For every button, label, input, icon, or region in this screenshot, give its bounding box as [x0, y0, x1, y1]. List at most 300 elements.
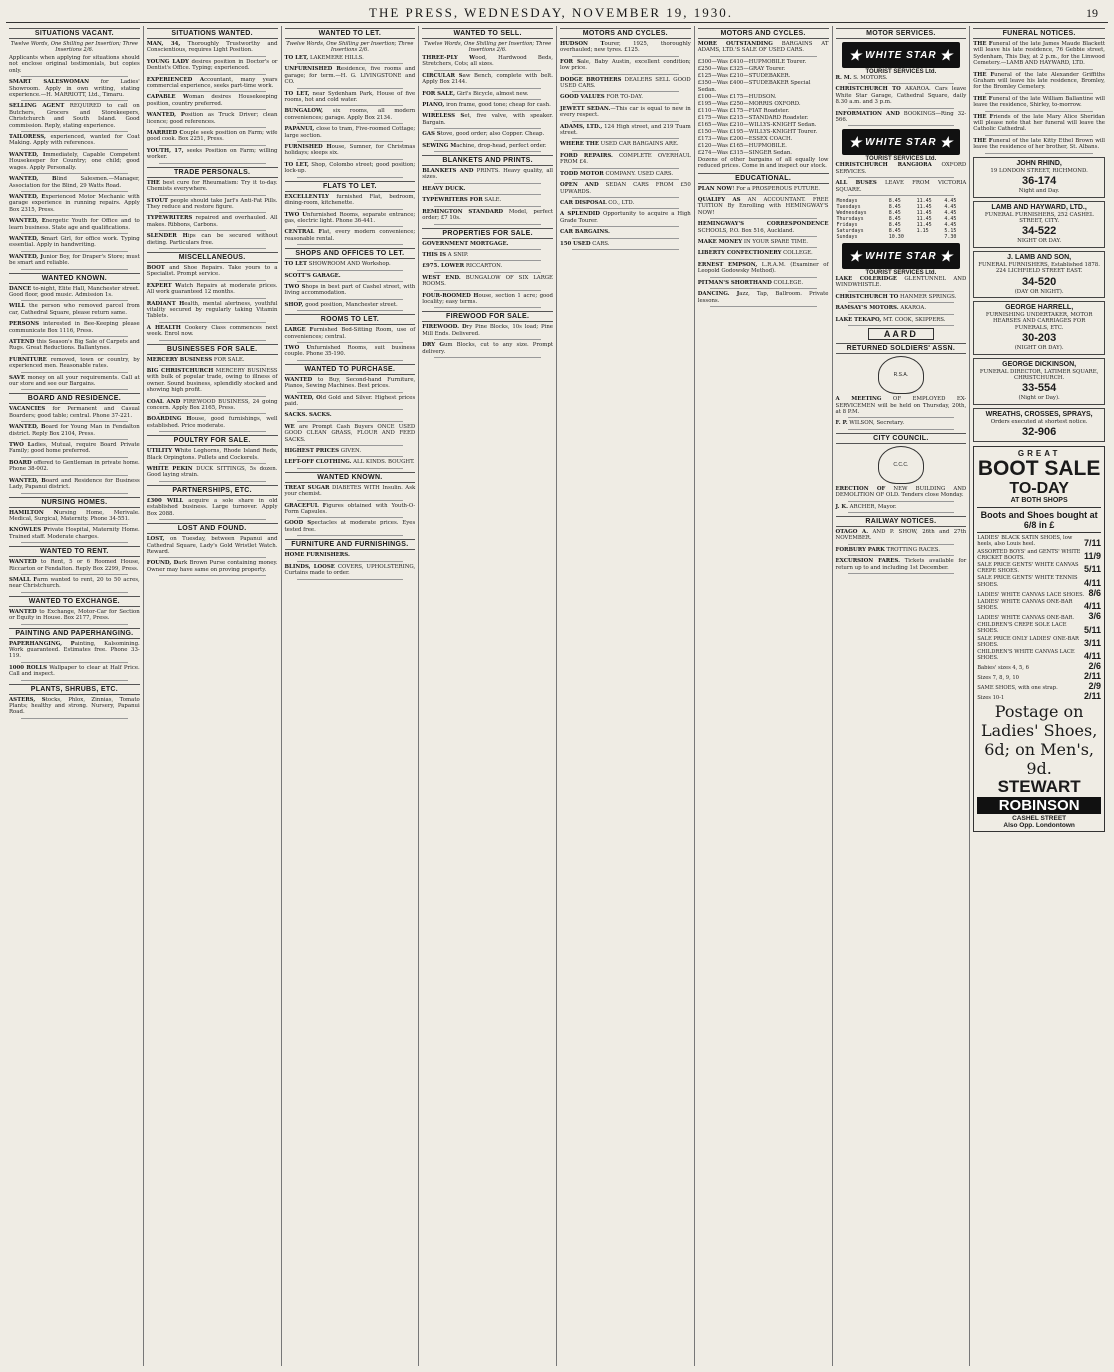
- timetable-cell: 7.30: [944, 234, 957, 241]
- ad-separator: [159, 195, 266, 196]
- ad-keyword: HIGHEST PRICES: [284, 448, 340, 455]
- firm-note: (Night or Day).: [1018, 395, 1060, 402]
- item-description: SAME SHOES, with one strap.: [977, 685, 1058, 692]
- ad-keyword: J. K.: [835, 503, 848, 510]
- classified-ad: DANCING. Jazz, Tap, Ballroom. Private lessons.: [697, 291, 829, 304]
- ad-separator: [21, 318, 128, 319]
- ad-keyword: BUNGALOW,: [284, 108, 333, 115]
- ad-separator: [159, 557, 266, 558]
- firm-address: 19 LONDON STREET, RICHMOND.: [990, 167, 1088, 174]
- section-heading: WANTED TO SELL.: [422, 28, 553, 39]
- firm-address: Orders executed at shortest notice.: [990, 418, 1088, 425]
- classified-ad: SLENDER Hips can be secured without dieting. Particulars free.: [146, 233, 278, 246]
- car-price-line: £350—Was £400—STUDEBAKER Special Sedan.: [697, 79, 811, 93]
- classified-ad: WANTED, Smart Girl, for office work. Typing essential. Apply in handwriting.: [9, 235, 140, 249]
- classified-ad: TYPEWRITERS repaired and overhauled. All makes. Ribbons, Carbons.: [146, 215, 278, 228]
- ad-keyword: WANTED, J: [9, 253, 43, 260]
- ad-keyword: FOUND, D: [146, 560, 179, 567]
- classified-ad: A HEALTH Cookery Class commences next week. Enrol now.: [146, 324, 278, 338]
- section-heading: MISCELLANEOUS.: [147, 252, 278, 263]
- ad-keyword: WANTED, O: [284, 394, 321, 401]
- ad-keyword: LAKE TEKAPO,: [835, 316, 882, 323]
- ad-keyword: ERNEST EMPSON,: [697, 261, 758, 268]
- ad-separator: [159, 463, 266, 464]
- classified-ad: WILL the person who removed parcel from car, Cathedral Square, please return same.: [9, 303, 140, 316]
- ad-separator: [848, 83, 955, 84]
- classified-section: [285, 364, 416, 469]
- ad-keyword: KNOWLES P: [9, 527, 48, 534]
- star-icon: ★: [939, 133, 954, 150]
- ad-separator: [159, 431, 266, 432]
- ad-separator: [21, 662, 128, 663]
- classified-section: [973, 28, 1105, 832]
- classified-ad: WHERE THE USED CAR BARGAINS ARE.: [560, 141, 679, 148]
- ad-keyword: TAILORESS,: [9, 134, 51, 141]
- ad-keyword: CAR BARGAINS.: [560, 229, 610, 236]
- star-icon: ★: [939, 46, 954, 63]
- ad-keyword: GOOD S: [284, 520, 312, 527]
- ad-keyword: CHRISTCHURCH TO: [835, 293, 899, 300]
- classified-ad: [422, 186, 553, 192]
- ad-keyword: F. P.: [835, 420, 848, 427]
- ad-keyword: WANTED: [284, 376, 318, 383]
- classified-section: [9, 596, 140, 625]
- classified-section: [147, 485, 278, 520]
- logo-text: WHITE STAR: [865, 250, 937, 262]
- ad-keyword: BOOT: [146, 264, 170, 271]
- column-5: [557, 26, 695, 1366]
- ad-keyword: THE F: [973, 71, 995, 78]
- ad-separator: [848, 108, 955, 109]
- classified-ad: WHITE PEKIN DUCK SITTINGS, 5s dozen. Good laying strain.: [146, 466, 278, 479]
- classified-ad: THE Friends of the late Mary Alice Sheridan will please note that her funeral will leave the Catholic Cathedral.: [973, 113, 1105, 133]
- ad-keyword: A SPLENDID: [560, 211, 600, 218]
- ad-separator: [848, 125, 955, 126]
- crest-emblem: C.C.C.: [878, 446, 924, 484]
- white-star-logo: [842, 243, 960, 269]
- classified-section: [422, 28, 553, 152]
- ad-keyword: SHOP,: [284, 301, 306, 308]
- logo-text: WHITE STAR: [865, 136, 937, 148]
- classified-ad: TODD MOTOR COMPANY. USED CARS.: [560, 170, 674, 177]
- ad-separator: [21, 131, 128, 132]
- classified-ad: HAMILTON Nursing Home, Merivale. Medical, Surgical, Maternity. Phone 34-551.: [9, 509, 140, 522]
- ad-keyword: RADIANT H: [146, 300, 185, 307]
- ad-separator: [572, 249, 679, 250]
- ad-keyword: JEWETT SEDAN.: [560, 105, 611, 112]
- funeral-firm-ad: [973, 157, 1105, 198]
- ad-keyword: HEAVY DUCK.: [422, 185, 466, 192]
- page-number: 19: [1086, 5, 1098, 20]
- classified-ad: CHRISTCHURCH TO HANMER SPRINGS.: [835, 293, 957, 300]
- ad-keyword: DRY G: [422, 342, 444, 349]
- timetable-cell: 4.45: [944, 198, 957, 205]
- ad-keyword: HAMILTON N: [9, 509, 59, 516]
- ad-separator: [159, 365, 266, 366]
- rate-notice: Twelve Words, One Shilling per Insertion; Three Insertions 2/6.: [423, 41, 552, 53]
- classified-ad: INFORMATION AND BOOKINGS—Ring 32-566.: [835, 110, 967, 124]
- timetable-cell: 8.45: [888, 204, 901, 211]
- price-row: [977, 672, 1101, 681]
- classified-section: [9, 393, 140, 493]
- car-price-line: £300—Was £410—HUPMOBILE Tourer.: [697, 58, 807, 65]
- ad-keyword: A MEETING: [835, 396, 882, 403]
- price-row: [977, 692, 1101, 701]
- classified-section: [9, 28, 140, 270]
- ad-separator: [21, 149, 128, 150]
- item-price: 4/11: [1083, 577, 1101, 588]
- timetable-cell: 8.45: [888, 222, 901, 229]
- ad-separator: [710, 259, 817, 260]
- classified-ad: DODGE BROTHERS DEALERS SELL GOOD USED CARS.: [560, 76, 691, 90]
- ad-separator: [21, 421, 128, 422]
- section-heading: WANTED TO RENT.: [9, 546, 140, 557]
- classified-ad: STOUT people should take Jarl's Anti-Fat Pills. They reduce and restore figure.: [146, 197, 278, 210]
- classified-ad: WE are Prompt Cash Buyers ONCE USED GOOD CLEAN GRASS, FLOUR AND FEED SACKS.: [284, 423, 416, 443]
- ad-keyword: WANTED, E: [9, 193, 46, 200]
- firm-name: LAMB AND HAYWARD, LTD.,: [991, 203, 1087, 211]
- ad-separator: [21, 574, 128, 575]
- item-description: LADIES' WHITE CANVAS ONE-BAR SHOES.: [977, 598, 1073, 612]
- ad-separator: [434, 183, 541, 184]
- ad-separator: [710, 194, 817, 195]
- classified-ad: EXCURSION FARES. Tickets available for return up to and including 1st December.: [835, 558, 967, 571]
- classified-ad: UTILITY White Leghorns, Rhode Island Reds, Black Orpingtons. Pullets and Cockerels.: [146, 448, 278, 461]
- funeral-firm-ad: [973, 251, 1105, 298]
- star-icon: ★: [848, 133, 863, 150]
- ad-keyword: CHRISTCHURCH TO: [835, 86, 901, 93]
- firm-name: JOHN RHIND,: [1016, 159, 1062, 167]
- section-heading: RETURNED SOLDIERS' ASSN.: [836, 343, 967, 354]
- ad-keyword: ERECTION OF: [835, 485, 886, 492]
- firm-phone: 33-554: [1021, 382, 1057, 395]
- ad-separator: [434, 99, 541, 100]
- section-heading: SHOPS AND OFFICES TO LET.: [285, 248, 416, 259]
- column-3: [282, 26, 420, 1366]
- classified-ad: GOOD VALUES FOR TO-DAY.: [560, 94, 643, 101]
- classified-ad: CHRISTCHURCH TO AKAROA. Cars leave White Star Garage, Cathedral Square, daily 8.30 a.m. and 3 p.m.: [835, 86, 967, 106]
- ad-separator: [297, 310, 404, 311]
- classified-ad: TO LET, Shop, Colombo street; good position; lock-up.: [284, 161, 416, 175]
- section-heading: POULTRY FOR SALE.: [147, 435, 278, 446]
- item-price: 5/11: [1083, 564, 1101, 575]
- classified-ad: LAKE TEKAPO, MT. COOK, SKIPPERS.: [835, 316, 946, 323]
- ad-keyword: RAMSAY'S MOTORS.: [835, 305, 899, 312]
- item-description: CHILDREN'S CREPE SOLE LACE SHOES.: [977, 622, 1067, 635]
- classified-ad: RADIANT Health, mental alertness, youthful vitality secured by regularly taking Vitamin Tablets.: [146, 300, 278, 320]
- classified-ad: YOUTH, 17, seeks Position on Farm; willing worker.: [146, 147, 278, 161]
- item-price: 2/6: [1088, 661, 1101, 672]
- ad-keyword: FORD REPAIRS.: [560, 152, 613, 159]
- ad-separator: [297, 445, 404, 446]
- funeral-firm-ad: [973, 408, 1105, 442]
- firm-note: (NIGHT OR DAY).: [1014, 345, 1064, 352]
- ad-separator: [848, 195, 955, 196]
- classified-ad: LOST, on Tuesday, between Papanui and Cathedral Square, Lady's Gold Wristlet Watch. Reward.: [146, 536, 278, 555]
- ad-separator: [297, 360, 404, 361]
- ad-separator: [21, 475, 128, 476]
- ad-keyword: SCOTT'S GARAGE.: [284, 272, 341, 279]
- ad-keyword: QUALIFY AS: [697, 197, 741, 204]
- classified-ad: PITMAN'S SHORTHAND COLLEGE.: [697, 279, 804, 286]
- ad-keyword: THE F: [973, 95, 993, 102]
- section-heading: WANTED TO EXCHANGE.: [9, 596, 140, 607]
- ad-separator: [21, 233, 128, 234]
- ad-separator: [572, 74, 679, 75]
- price-row: [977, 535, 1101, 547]
- classified-ad: THE Funeral of the late Kitty Ethel Brown will leave the residence of her brother, St. Albans.: [973, 137, 1106, 151]
- ad-keyword: £300 WILL: [146, 497, 184, 504]
- ad-separator: [21, 439, 128, 440]
- ad-keyword: WANTED: [9, 559, 41, 566]
- used-car-price-list: [698, 59, 829, 157]
- classified-ad: DANCE to-night, Elite Hall, Manchester street. Good floor, good music. Admission 1s.: [9, 285, 140, 298]
- section-heading: MOTORS AND CYCLES.: [698, 28, 829, 39]
- ad-separator: [297, 561, 404, 562]
- ad-keyword: MAKE MONEY: [697, 239, 743, 246]
- item-description: SALE PRICE ONLY LADIES' ONE-BAR SHOES.: [977, 635, 1079, 648]
- classified-ad: TREAT SUGAR DIABETES WITH Insulin. Ask your chemist.: [284, 484, 416, 498]
- ad-separator: [159, 413, 266, 414]
- ad-separator: [159, 212, 266, 213]
- ad-keyword: BLANKETS AND: [422, 168, 474, 175]
- classified-section: [836, 129, 967, 240]
- classified-ad: FOUR-ROOMED House, section 1 acre; good locality; easy terms.: [422, 292, 553, 305]
- car-price-line: £150—Was £195—WILLYS-KNIGHT Tourer.: [697, 128, 818, 135]
- ad-separator: [710, 218, 817, 219]
- ad-separator: [297, 421, 404, 422]
- timetable-cell: 4.45: [944, 222, 957, 229]
- boot-sale-title: BOOT SALE: [977, 457, 1101, 481]
- logo-subtitle: TOURIST SERVICES Ltd.: [865, 69, 937, 75]
- ad-separator: [710, 306, 817, 307]
- section-heading: CITY COUNCIL.: [836, 433, 967, 444]
- classified-ad: BOOT and Shoe Repairs. Take yours to a Specialist. Prompt service.: [146, 264, 278, 278]
- ad-separator: [297, 392, 404, 393]
- section-heading: TRADE PERSONALS.: [147, 167, 278, 178]
- ad-keyword: LEFT-OFF CLOTHING.: [284, 459, 352, 466]
- ad-separator: [434, 357, 541, 358]
- classified-ad: SHOP, good position, Manchester street.: [284, 301, 398, 308]
- classified-section: [698, 28, 829, 170]
- section-heading: PAINTING AND PAPERHANGING.: [9, 628, 140, 639]
- column-7: [833, 26, 971, 1366]
- ad-keyword: LIBERTY CONFECTIONERY: [697, 250, 782, 257]
- classified-ad: WANTED, Old Gold and Silver. Highest prices paid.: [284, 394, 416, 407]
- classified-ad: FORBURY PARK TROTTING RACES.: [835, 546, 940, 553]
- classified-ad: [285, 552, 416, 558]
- timetable-cell: Mondays: [836, 198, 858, 205]
- classified-ad: LAKE COLERIDGE GLENTUNNEL AND WINDWHISTLE.: [835, 276, 967, 289]
- classified-ad: £300 WILL acquire a sole share in old established business. Large turnover. Apply Box 2088.: [146, 497, 278, 517]
- ad-keyword: DANCING. J: [697, 291, 740, 298]
- section-heading: FUNERAL NOTICES.: [973, 28, 1105, 39]
- classified-section: [285, 181, 416, 245]
- car-price-line: £110—Was £175—FIAT Roadster.: [697, 107, 790, 114]
- ad-keyword: 150 USED: [560, 240, 591, 247]
- classified-ad: LIBERTY CONFECTIONERY COLLEGE.: [697, 250, 813, 257]
- column-1: [6, 26, 144, 1366]
- classified-ad: LARGE Furnished Bed-Sitting Room, use of conveniences; central.: [284, 327, 416, 340]
- price-row: [977, 589, 1101, 598]
- ad-keyword: EXPERT W: [146, 282, 182, 289]
- ad-separator: [159, 481, 266, 482]
- ad-keyword: THIS IS: [422, 251, 447, 258]
- classified-section: [560, 28, 691, 250]
- classified-ad: THIS IS A SNIP.: [422, 251, 469, 258]
- white-star-logo: [842, 129, 960, 155]
- ad-separator: [297, 123, 404, 124]
- ad-separator: [434, 151, 541, 152]
- price-row: [977, 682, 1101, 691]
- classified-section: [698, 173, 829, 307]
- classified-ad: [560, 229, 691, 235]
- ad-separator: [572, 226, 679, 227]
- ad-keyword: SMALL F: [9, 576, 38, 583]
- classified-section: [836, 516, 967, 574]
- ad-keyword: LAKE COLERIDGE: [835, 276, 898, 283]
- section-heading: PLANTS, SHRUBS, ETC.: [9, 684, 140, 695]
- ad-keyword: SELLING AGENT: [9, 103, 65, 110]
- star-icon: ★: [939, 247, 954, 264]
- classified-ad: GOOD Spectacles at moderate prices. Eyes tested free.: [284, 520, 416, 533]
- ad-separator: [848, 417, 955, 418]
- ad-separator: [159, 575, 266, 576]
- classified-ad: SMALL Farm wanted to rent, 20 to 50 acres, near Christchurch.: [9, 576, 140, 590]
- classified-ad: WANTED, Energetic Youth for Office and to learn business. State age and qualifications.: [9, 218, 140, 231]
- ad-keyword: WEST END.: [422, 274, 461, 281]
- section-heading: RAILWAY NOTICES.: [836, 516, 967, 527]
- ad-separator: [297, 177, 404, 178]
- price-row: [977, 612, 1101, 621]
- ad-keyword: TWO S: [284, 283, 306, 290]
- ad-separator: [572, 138, 679, 139]
- classified-ad: CAR DISPOSAL CO., LTD.: [560, 199, 635, 206]
- price-row: [977, 575, 1101, 587]
- ad-separator: [572, 208, 679, 209]
- ad-separator: [848, 573, 955, 574]
- price-row: [977, 662, 1101, 671]
- timetable-cell: 8.45: [888, 210, 901, 217]
- classified-section: [147, 167, 278, 249]
- timetable-cell: 8.45: [888, 216, 901, 223]
- funeral-firm-ad: [973, 358, 1105, 405]
- classified-section: [285, 248, 416, 311]
- ad-separator: [434, 110, 541, 111]
- ad-keyword: DODGE BROTHERS: [560, 76, 622, 83]
- ad-separator: [21, 251, 128, 252]
- column-8: [970, 26, 1108, 1366]
- classified-ad: TAILORESS, experienced, wanted for Coat Making. Apply with references.: [9, 134, 140, 147]
- item-description: LADIES' BLACK SATIN SHOES, low heels, also Louis heel.: [977, 535, 1073, 548]
- classified-ad: MERCERY BUSINESS FOR SALE.: [146, 356, 245, 363]
- ad-keyword: FOR SALE,: [422, 90, 455, 97]
- car-price-line: £173—Was £200—ESSEX COACH.: [697, 135, 793, 142]
- item-price: 7/11: [1083, 537, 1101, 548]
- ad-separator: [572, 168, 679, 169]
- timetable-cell: 11.45: [916, 210, 932, 217]
- ad-separator: [21, 524, 128, 525]
- item-price: 3/6: [1088, 611, 1101, 622]
- section-heading: SITUATIONS WANTED.: [147, 28, 278, 39]
- firm-address: FUNERAL DIRECTOR, LATIMER SQUARE, CHRISTCHURCH.: [979, 368, 1099, 381]
- ad-keyword: GOOD VALUES: [560, 94, 605, 101]
- classified-ad: WIRELESS Set, five valve, with speaker. Bargain.: [422, 113, 553, 126]
- classified-ad: TO LET, LAKEMERE HILLS.: [284, 55, 364, 61]
- classified-section: [147, 28, 278, 164]
- ad-separator: [710, 247, 817, 248]
- star-icon: ★: [848, 247, 863, 264]
- ad-separator: [848, 291, 955, 292]
- classified-ad: FIREWOOD. Dry Pine Blocks, 10s load; Pine Mill Ends. Delivered.: [422, 324, 553, 337]
- classified-section: [285, 472, 416, 536]
- classified-section: [285, 28, 416, 178]
- section-heading: BUSINESSES FOR SALE.: [147, 344, 278, 355]
- classified-ad: ASTERS, Stocks, Phlox, Zinnias, Tomato Plants; healthy and strong. Nursery, Papanui Road.: [9, 696, 140, 716]
- classified-ad: ERECTION OF NEW BUILDING AND DEMOLITION OF OLD. Tenders close Monday.: [835, 485, 967, 499]
- ad-keyword: TREAT SUGAR: [284, 484, 330, 491]
- ad-keyword: TODD MOTOR: [560, 170, 604, 177]
- logo-subtitle: TOURIST SERVICES Ltd.: [865, 270, 937, 277]
- section-heading: PROPERTIES FOR SALE.: [422, 228, 553, 239]
- classified-ad: FORD REPAIRS. COMPLETE OVERHAUL FROM £4.: [560, 152, 691, 166]
- firm-note: (DAY OR NIGHT).: [1014, 288, 1064, 295]
- classified-ad: WANTED, Board for Young Man in Fendalton district. Reply Box 2104, Press.: [9, 424, 140, 437]
- classified-ad: HIGHEST PRICES GIVEN.: [284, 448, 362, 455]
- classified-ad: THE best cure for Rheumatism: Try it to-day. Chemists everywhere.: [146, 179, 278, 193]
- classified-ad: THE Funeral of the late Alexander Griffiths Graham will leave his late residence, Bromley, for the Bromley Cemetery.: [973, 71, 1105, 91]
- ad-keyword: CHRISTCHURCH RANGIORA: [835, 162, 932, 169]
- classified-ad: GRACEFUL Figures obtained with Youth-O-Form Capsules.: [284, 502, 416, 516]
- ad-separator: [434, 88, 541, 89]
- classified-ad: CAPABLE Woman desires Housekeeping position, country preferred.: [146, 94, 278, 107]
- column-4: [419, 26, 557, 1366]
- classified-ad: ADAMS, LTD., 124 High street, and 219 Tuam street.: [560, 123, 691, 137]
- ad-keyword: UNFURNISHED R: [284, 66, 341, 73]
- ad-keyword: STOUT: [146, 197, 171, 204]
- classified-ad: MAN, 34, Thoroughly Trustworthy and Conscientious, requires Light Position.: [146, 41, 278, 54]
- ad-separator: [572, 56, 679, 57]
- classified-ad: ATTEND this Season's Big Sale of Carpets and Rugs. Great Reductions. Ballantynes.: [9, 339, 140, 352]
- classified-ad: THE Funeral of the late James Maude Blackett will leave his late residence, 76 Gebbie street, Sydenham, This Day, at 2 p.m., for the Linwood Cemetery.—LAMB AND HAYWARD, LTD.: [973, 41, 1105, 67]
- timetable-row: [836, 234, 967, 240]
- car-price-line: £195—Was £250—MORRIS OXFORD.: [697, 100, 801, 107]
- section-heading: SITUATIONS VACANT.: [9, 28, 140, 39]
- classified-section: [836, 28, 967, 126]
- ad-separator: [434, 290, 541, 291]
- classified-section: [147, 435, 278, 482]
- funeral-firm-ad: [973, 301, 1105, 355]
- ad-keyword: HOME FURNISHERS.: [284, 552, 350, 559]
- ad-separator: [710, 277, 817, 278]
- ad-separator: [848, 512, 955, 513]
- timetable-cell: [916, 234, 944, 240]
- ad-separator: [297, 517, 404, 518]
- ad-separator: [848, 302, 955, 303]
- ad-keyword: WANTED, S: [9, 235, 45, 242]
- section-heading: BLANKETS AND PRINTS.: [422, 155, 553, 166]
- classified-ad: £975. LOWER RICCARTON.: [422, 263, 503, 270]
- ad-separator: [297, 409, 404, 410]
- timetable-cell: 4.45: [944, 210, 957, 217]
- ad-keyword: FOUR-ROOMED H: [422, 292, 479, 299]
- ad-separator: [297, 88, 404, 89]
- ad-separator: [21, 336, 128, 337]
- ad-keyword: THE: [146, 179, 163, 186]
- classified-ad: PERSONS interested in Bee-Keeping please communicate Box 1116, Press.: [9, 321, 140, 334]
- timetable-cell: 11.45: [916, 216, 932, 223]
- ad-keyword: SACKS. SACKS.: [284, 412, 332, 419]
